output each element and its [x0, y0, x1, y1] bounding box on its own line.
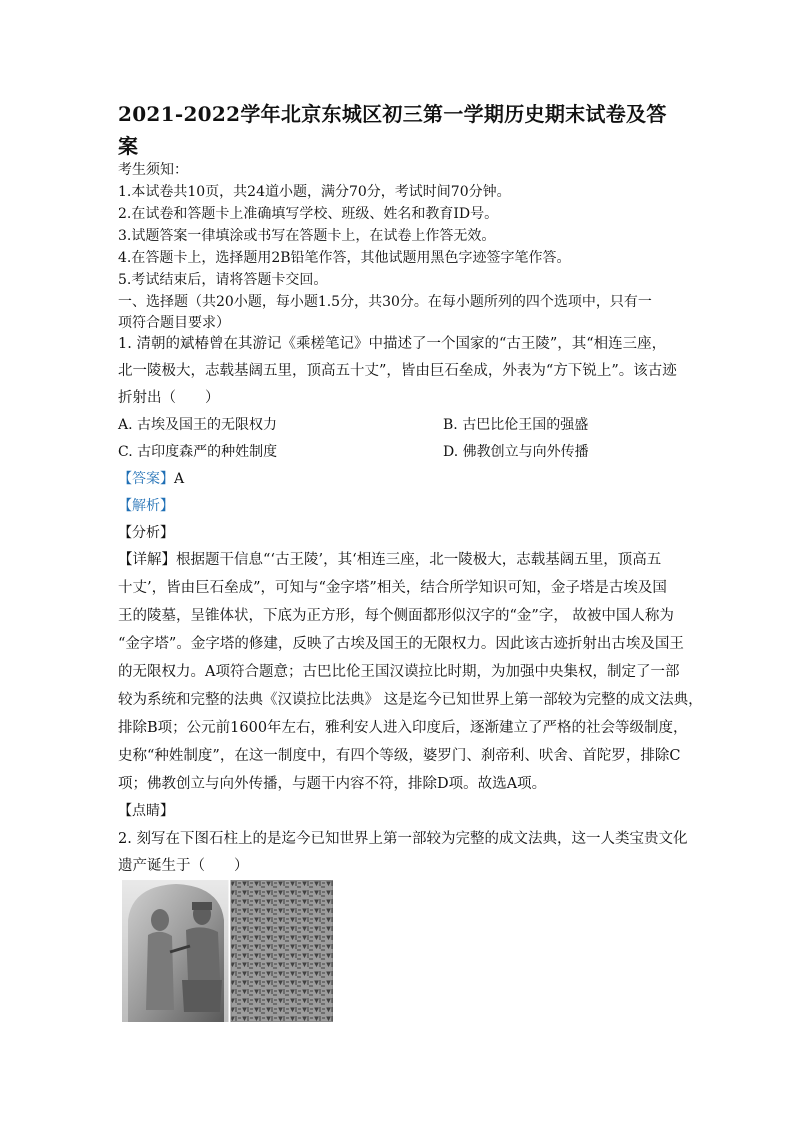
dianjing-label: 【点睛】 [118, 803, 174, 819]
section-heading: 一、选择题（共20小题，每小题1.5分，共30分。在每小题所列的四个选项中，只有一 [118, 294, 652, 310]
notice-item-4: 4.在答题卡上，选择题用2B铅笔作答，其他试题用黑色字迹签字笔作答。 [118, 250, 571, 266]
detail-label: 【详解】 [118, 552, 176, 568]
notice-item-2: 2.在试卷和答题卡上准确填写学校、班级、姓名和教育ID号。 [118, 206, 499, 222]
analysis-label: 【解析】 [118, 498, 174, 514]
q1-detail-line-8: 史称“种姓制度”，在这一制度中，有四个等级，婆罗门、刹帝利、吠舍、首陀罗，排除C [118, 748, 681, 764]
q1-detail-line-5: 的无限权力。A项符合题意；古巴比伦王国汉谟拉比时期，为加强中央集权，制定了一部 [118, 664, 680, 680]
q1-answer [118, 469, 184, 489]
document-title: 2021-2022学年北京东城区初三第一学期历史期末试卷及答案 [118, 102, 667, 158]
q1-detail-line-4: “金字塔”。金字塔的修建，反映了古埃及国王的无限权力。因此该古迹折射出古埃及国王 [118, 636, 684, 652]
q1-option-a: A. 古埃及国王的无限权力 [118, 417, 278, 433]
q1-detail-line-9: 项；佛教创立与向外传播，与题干内容不符，排除D项。故选A项。 [118, 776, 547, 792]
q1-detail-line-1 [118, 549, 661, 571]
detail-text-1: 根据题干信息“‘古王陵’，其‘相连三座，北一陵极大，志载基阔五里，顶高五 [176, 552, 662, 568]
q1-stem-line-2: 北一陵极大，志载基阔五里，顶高五十丈”，皆由巨石垒成，外表为“方下锐上”。该古迹 [118, 363, 677, 379]
q1-detail-line-2: 十丈’，皆由巨石垒成”，可知与“金字塔”相关，结合所学知识可知，金子塔是古埃及国 [118, 580, 667, 596]
q2-stem-line-1: 2. 刻写在下图石柱上的是迄今已知世界上第一部较为完整的成文法典，这一人类宝贵文化 [118, 831, 688, 847]
notice-item-1: 1.本试卷共10页，共24道小题，满分70分，考试时间70分钟。 [118, 184, 511, 200]
answer-value: A [174, 471, 185, 487]
q1-stem-line-1: 1. 清朝的斌椿曾在其游记《乘槎笔记》中描述了一个国家的“古王陵”，其“相连三座， [118, 336, 667, 352]
q1-option-c: C. 古印度森严的种姓制度 [118, 444, 278, 460]
fenxi-label: 【分析】 [118, 525, 174, 541]
notice-item-5: 5.考试结束后，请将答题卡交回。 [118, 272, 328, 288]
hammurabi-stele-photo [122, 880, 333, 1022]
q1-option-d: D. 佛教创立与向外传播 [443, 444, 589, 460]
q1-detail-line-7: 排除B项；公元前1600年左右，雅利安人进入印度后，逐渐建立了严格的社会等级制度， [118, 720, 688, 736]
q1-stem-line-3: 折射出（ ） [118, 390, 220, 406]
q2-stem-line-2: 遗产诞生于（ ） [118, 858, 249, 874]
answer-label: 【答案】 [118, 471, 174, 487]
notice-item-3: 3.试题答案一律填涂或书写在答题卡上，在试卷上作答无效。 [118, 228, 496, 244]
q1-detail-line-6: 较为系统和完整的法典《汉谟拉比法典》 这是迄今已知世界上第一部较为完整的成文法典， [118, 692, 703, 708]
q1-detail-line-3: 王的陵墓，呈锥体状，下底为正方形，每个侧面都形似汉字的“金”字， 故被中国人称为 [118, 608, 674, 624]
notice-heading: 考生须知： [118, 162, 188, 178]
section-heading-cont: 项符合题目要求） [118, 315, 230, 331]
q1-option-b: B. 古巴比伦王国的强盛 [443, 417, 589, 433]
